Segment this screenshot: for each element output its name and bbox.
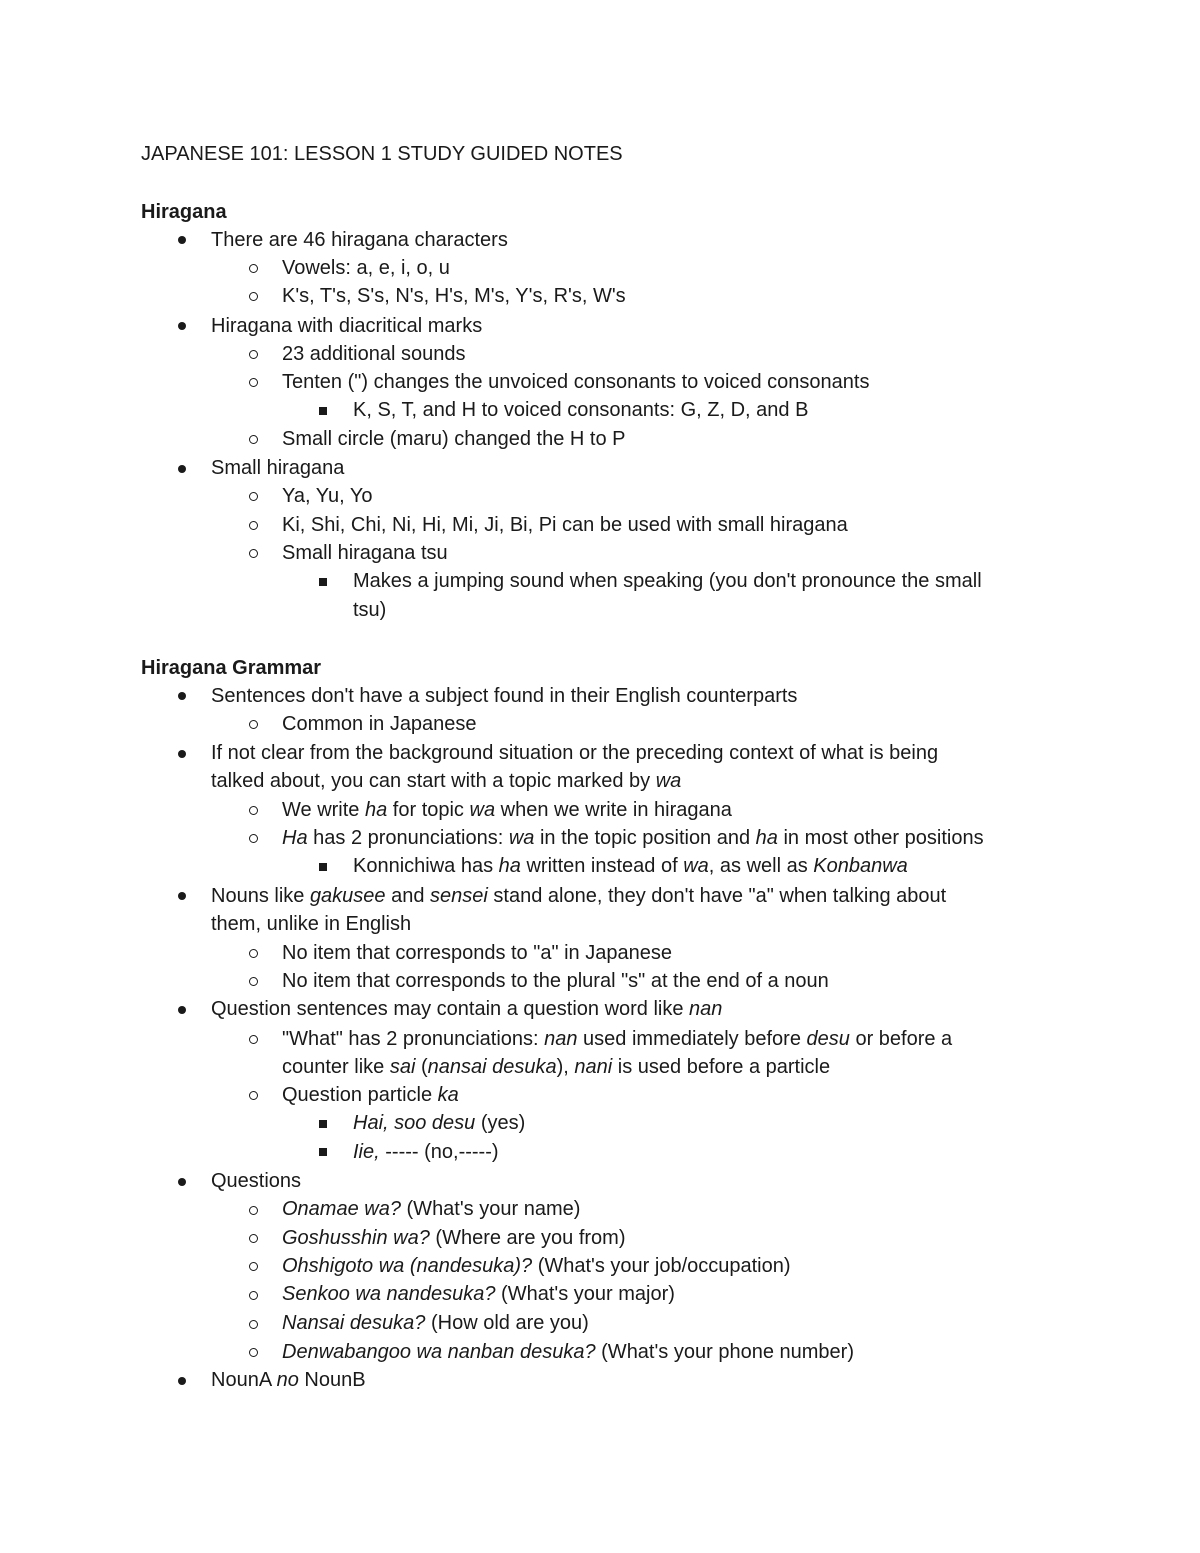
bullet-circle-icon <box>249 1348 258 1357</box>
list-item: Sentences don't have a subject found in their English counterparts <box>211 685 798 707</box>
list-item: Hiragana with diacritical marks <box>211 315 483 337</box>
text-run-italic: Nansai desuka? <box>282 1312 426 1334</box>
list-item <box>282 1025 952 1054</box>
section-heading-hiragana: Hiragana <box>141 201 227 223</box>
text-run: (How old are you) <box>425 1312 589 1334</box>
text-run-italic: Hai, soo desu <box>353 1112 476 1134</box>
text-run: in the topic position and <box>534 827 756 849</box>
text-run-italic: nan <box>544 1028 578 1050</box>
text-run-italic: ha <box>755 827 778 849</box>
list-item: 23 additional sounds <box>282 343 466 365</box>
bullet-circle-icon <box>249 1206 258 1215</box>
text-run-italic: ha <box>364 799 388 821</box>
bullet-circle-icon <box>249 977 258 986</box>
bullet-disc-icon <box>178 1006 186 1014</box>
text-run-italic: Iie, <box>353 1141 386 1163</box>
text-run: has 2 pronunciations: <box>307 827 509 849</box>
bullet-square-icon <box>319 407 327 415</box>
list-item <box>353 1138 499 1167</box>
list-item: Tenten (") changes the unvoiced consonants to voiced consonants <box>282 371 870 393</box>
bullet-disc-icon <box>178 322 186 330</box>
list-item <box>282 1224 625 1253</box>
text-run-italic: Denwabangoo wa nanban desuka? <box>282 1341 596 1363</box>
text-run-italic: nan <box>689 998 723 1020</box>
list-item <box>282 824 984 853</box>
list-item: Small circle (maru) changed the H to P <box>282 428 626 450</box>
text-run-italic: nansai desuka <box>427 1056 557 1078</box>
text-run-italic: sensei <box>430 885 488 907</box>
bullet-square-icon <box>319 1148 327 1156</box>
text-run: is used before a particle <box>612 1056 831 1078</box>
text-run: and <box>385 885 431 907</box>
list-item <box>282 1309 589 1338</box>
bullet-square-icon <box>319 578 327 586</box>
list-item <box>282 1195 580 1224</box>
list-item: Vowels: a, e, i, o, u <box>282 257 450 279</box>
bullet-disc-icon <box>178 1178 186 1186</box>
bullet-circle-icon <box>249 1291 258 1300</box>
list-item: There are 46 hiragana characters <box>211 229 508 251</box>
bullet-circle-icon <box>249 264 258 273</box>
text-run: , as well as <box>708 855 814 877</box>
text-run-italic: wa <box>683 855 709 877</box>
text-run: (What's your job/occupation) <box>532 1255 791 1277</box>
text-run-italic: no <box>276 1369 299 1391</box>
list-item <box>211 1366 366 1395</box>
text-run-italic: desu <box>806 1028 850 1050</box>
bullet-disc-icon <box>178 465 186 473</box>
bullet-circle-icon <box>249 492 258 501</box>
list-item <box>282 1081 459 1110</box>
text-run-italic: Senkoo wa nandesuka? <box>282 1283 496 1305</box>
bullet-circle-icon <box>249 720 258 729</box>
text-run: written instead of <box>520 855 684 877</box>
list-item: No item that corresponds to the plural "s" at the end of a noun <box>282 970 829 992</box>
text-run-italic: ka <box>437 1084 459 1106</box>
list-item <box>282 1252 791 1281</box>
list-item: Questions <box>211 1170 302 1192</box>
list-item <box>211 882 946 911</box>
text-run: (What's your name) <box>400 1198 581 1220</box>
section-heading-grammar: Hiragana Grammar <box>141 657 322 679</box>
bullet-circle-icon <box>249 549 258 558</box>
text-run: for topic <box>387 799 470 821</box>
bullet-circle-icon <box>249 1091 258 1100</box>
text-run: ----- (no,-----) <box>385 1141 499 1163</box>
text-run: when we write in hiragana <box>495 799 732 821</box>
bullet-circle-icon <box>249 350 258 359</box>
text-run-italic: wa <box>469 799 496 821</box>
bullet-disc-icon <box>178 750 186 758</box>
text-run: Question sentences may contain a question word like <box>211 998 690 1020</box>
text-run-italic: wa <box>508 827 535 849</box>
text-run: or before a <box>849 1028 953 1050</box>
text-run: ( <box>415 1056 428 1078</box>
bullet-disc-icon <box>178 1377 186 1385</box>
list-item: Common in Japanese <box>282 713 477 735</box>
text-run-italic: wa <box>655 770 682 792</box>
list-item: Makes a jumping sound when speaking (you don't pronounce the small <box>353 570 982 592</box>
list-item <box>282 1338 854 1367</box>
text-run-italic: sai <box>389 1056 416 1078</box>
text-run: Question particle <box>282 1084 438 1106</box>
bullet-square-icon <box>319 1120 327 1128</box>
list-item-continued <box>211 767 681 796</box>
list-item <box>282 1280 675 1309</box>
text-run: used immediately before <box>577 1028 807 1050</box>
bullet-circle-icon <box>249 949 258 958</box>
bullet-disc-icon <box>178 692 186 700</box>
bullet-circle-icon <box>249 1035 258 1044</box>
list-item: Small hiragana <box>211 457 345 479</box>
bullet-circle-icon <box>249 292 258 301</box>
text-run-italic: Ha <box>282 827 308 849</box>
bullet-disc-icon <box>178 236 186 244</box>
text-run: counter like <box>282 1056 390 1078</box>
text-run: Nouns like <box>211 885 310 907</box>
bullet-circle-icon <box>249 834 258 843</box>
text-run-italic: ha <box>498 855 521 877</box>
bullet-circle-icon <box>249 1262 258 1271</box>
text-run: We write <box>282 799 365 821</box>
bullet-circle-icon <box>249 1234 258 1243</box>
bullet-circle-icon <box>249 1320 258 1329</box>
bullet-circle-icon <box>249 378 258 387</box>
list-item <box>353 852 908 881</box>
document-title: JAPANESE 101: LESSON 1 STUDY GUIDED NOTES <box>141 143 623 165</box>
list-item-continued: them, unlike in English <box>211 913 412 935</box>
list-item-continued <box>282 1053 830 1082</box>
text-run-italic: nani <box>574 1056 613 1078</box>
text-run: (What's your phone number) <box>595 1341 854 1363</box>
list-item <box>211 995 722 1024</box>
bullet-circle-icon <box>249 806 258 815</box>
text-run-italic: gakusee <box>309 885 386 907</box>
text-run: ), <box>556 1056 575 1078</box>
text-run-italic: Onamae wa? <box>282 1198 401 1220</box>
list-item: If not clear from the background situation or the preceding context of what is being <box>211 742 939 764</box>
text-run: (Where are you from) <box>429 1227 626 1249</box>
text-run: talked about, you can start with a topic marked by <box>211 770 656 792</box>
text-run: NounB <box>298 1369 366 1391</box>
list-item <box>353 1109 525 1138</box>
text-run: in most other positions <box>777 827 984 849</box>
list-item <box>282 796 732 825</box>
list-item-continued: tsu) <box>353 599 387 621</box>
text-run: (What's your major) <box>495 1283 675 1305</box>
text-run: (yes) <box>475 1112 526 1134</box>
bullet-circle-icon <box>249 435 258 444</box>
list-item: K's, T's, S's, N's, H's, M's, Y's, R's, W's <box>282 285 626 307</box>
list-item: Small hiragana tsu <box>282 542 448 564</box>
list-item: K, S, T, and H to voiced consonants: G, Z, D, and B <box>353 399 809 421</box>
text-run: stand alone, they don't have "a" when talking about <box>487 885 947 907</box>
text-run: "What" has 2 pronunciations: <box>282 1028 545 1050</box>
text-run-italic: Konbanwa <box>813 855 908 877</box>
list-item: Ya, Yu, Yo <box>282 485 373 507</box>
text-run: Konnichiwa has <box>353 855 499 877</box>
bullet-circle-icon <box>249 521 258 530</box>
text-run-italic: Ohshigoto wa (nandesuka)? <box>282 1255 533 1277</box>
text-run: NounA <box>211 1369 277 1391</box>
text-run-italic: Goshusshin wa? <box>282 1227 430 1249</box>
list-item: Ki, Shi, Chi, Ni, Hi, Mi, Ji, Bi, Pi can be used with small hiragana <box>282 514 848 536</box>
bullet-disc-icon <box>178 892 186 900</box>
bullet-square-icon <box>319 863 327 871</box>
list-item: No item that corresponds to "a" in Japanese <box>282 942 672 964</box>
